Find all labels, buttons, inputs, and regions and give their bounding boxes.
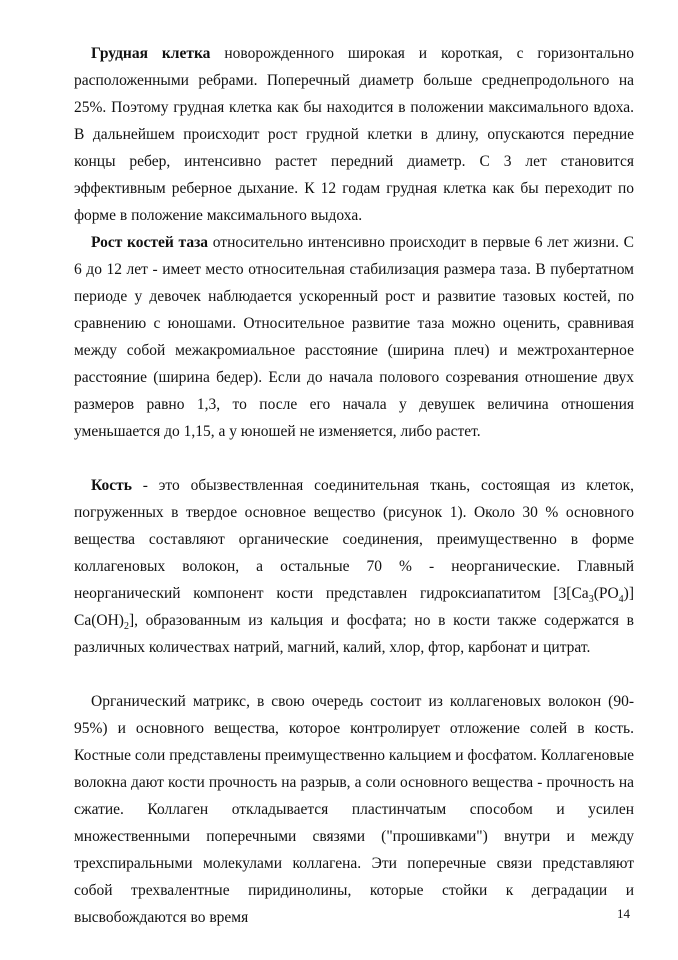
paragraph-bone-text-after: ], образованным из кальция и фосфата; но в кости также содержатся в различных количествах натрий, магний, калий, хлор, фтор, карбонат и цитрат. <box>74 612 634 656</box>
paragraph-matrix-text: Органический матрикс, в свою очередь состоит из коллагеновых волокон (90-95%) и основного вещества, которое контролирует отложение солей в кость. Костные соли представлены преимущественно кальцием и фосфатом. Коллагеновые волокна дают кости прочность на разрыв, а соли основного вещества - прочность на сжатие. Коллаген откладывается пластинчатым способом и усилен множественными поперечными связями ("прошивками") внутри и между трехспиральными молекулами коллагена. Эти поперечные связи представляют собой трехвалентные пиридинолины, которые стойки к деградации и высвобождаются во время <box>74 693 634 926</box>
paragraph-gap <box>74 445 634 472</box>
paragraph-matrix <box>74 688 634 931</box>
page-number: 14 <box>617 906 630 921</box>
term-bone: Кость <box>91 477 132 494</box>
paragraph-chest-text: новорожденного широкая и короткая, с горизонтально расположенными ребрами. Поперечный диаметр больше среднепродольного на 25%. Поэтому грудная клетка как бы находится в положении максимального вдоха. В дальнейшем происходит рост грудной клетки в длину, опускаются передние концы ребер, интенсивно растет передний диаметр. С 3 лет становится эффективным реберное дыхание. К 12 годам грудная клетка как бы переходит по форме в положение максимального выдоха. <box>74 45 634 224</box>
paragraph-pelvis-text: относительно интенсивно происходит в первые 6 лет жизни. С 6 до 12 лет - имеет место относительная стабилизация размера таза. В пубертатном периоде у девочек наблюдается ускоренный рост и развитие тазовых костей, по сравнению с юношами. Относительное развитие таза можно оценить, сравнивая между собой межакромиальное расстояние (ширина плеч) и межтрохантерное расстояние (ширина бедер). Если до начала полового созревания отношение двух размеров равно 1,3, то после его начала у девушек величина отношения уменьшается до 1,15, а у юношей не изменяется, либо растет. <box>74 234 634 440</box>
term-pelvis: Рост костей таза <box>91 234 209 251</box>
formula-sub-1: 3 <box>588 594 594 606</box>
formula-sub-3: 2 <box>123 621 129 633</box>
formula-mid-2: )] Ca(OH) <box>74 585 634 629</box>
document-page <box>74 40 634 931</box>
paragraph-bone-text-before: - это обызвествленная соединительная ткань, состоящая из клеток, погруженных в твердое основное вещество (рисунок 1). Около 30 % основного вещества составляют органические соединения, преимущественно в форме коллагеновых волокон, а остальные 70 % - неорганические. Главный неорганический компонент кости представлен гидроксиапатитом [3[Ca <box>74 477 634 602</box>
formula-mid-1: (PO <box>593 585 619 602</box>
paragraph-gap <box>74 661 634 688</box>
paragraph-bone <box>74 472 634 661</box>
paragraph-pelvis <box>74 229 634 445</box>
paragraph-chest <box>74 40 634 229</box>
formula-sub-2: 4 <box>618 594 624 606</box>
term-chest: Грудная клетка <box>91 45 211 62</box>
